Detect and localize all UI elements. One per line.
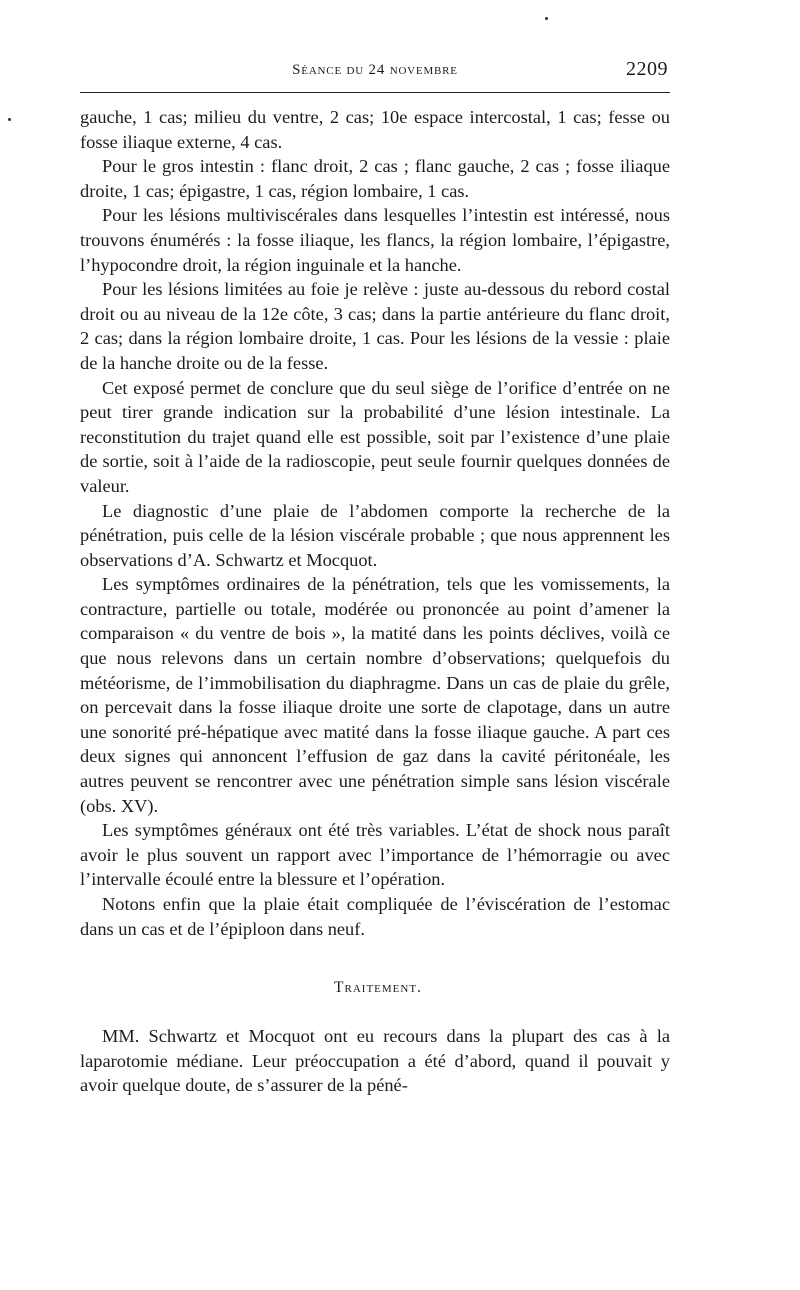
- running-title: Séance du 24 novembre: [292, 62, 458, 78]
- paragraph: Pour les lésions limitées au foie je relève : juste au-dessous du rebord costal droit ou au niveau de la 12e côte, 3 cas; dans la partie antérieure du flanc droit, 2 cas; dans la région lombaire droite, 1 cas. Pour les lésions de la vessie : plaie de la hanche droite ou de la fesse.: [80, 279, 670, 373]
- paragraph: Pour les lésions multiviscérales dans lesquelles l’intestin est intéressé, nous trouvons énumérés : la fosse iliaque, les flancs, la région lombaire, l’épigastre, l’hypocondre droit, la région inguinale et la hanche.: [80, 205, 670, 275]
- header-rule: [80, 92, 670, 93]
- running-head: [80, 56, 670, 86]
- page-number: 2209: [626, 58, 668, 80]
- book-page: [80, 56, 670, 1098]
- print-speck: [8, 118, 11, 121]
- paragraph: MM. Schwartz et Mocquot ont eu recours dans la plupart des cas à la laparotomie médiane. Leur préoccupation a été d’abord, quand il pouvait y avoir quelque doute, de s’assurer de la péné-: [80, 1026, 670, 1096]
- paragraph: Notons enfin que la plaie était compliquée de l’éviscération de l’estomac dans un cas et de l’épiploon dans neuf.: [80, 894, 670, 939]
- section-body: [80, 1024, 670, 1098]
- paragraph: Le diagnostic d’une plaie de l’abdomen comporte la recherche de la pénétration, puis celle de la lésion viscérale probable ; que nous apprennent les observations d’A. Schwartz et Mocquot.: [80, 500, 670, 570]
- paragraph: Pour le gros intestin : flanc droit, 2 cas ; flanc gauche, 2 cas ; fosse iliaque droite, 1 cas; épigastre, 1 cas, région lombaire, 1 cas.: [80, 156, 670, 201]
- paragraph: Les symptômes ordinaires de la pénétration, tels que les vomissements, la contracture, partielle ou totale, modérée ou prononcée au point d’amener la comparaison « du ventre de bois », la matité dans les points déclives, voilà ce que nous relevons dans un certain nombre d’observations; quelquefois du météorisme, de l’immobilisation du diaphragme. Dans un cas de plaie du grêle, on percevait dans la fosse iliaque droite une sorte de clapotage, dans un autre une sonorité pré-hépatique avec matité dans la fosse iliaque gauche. A part ces deux signes qui annoncent l’effusion de gaz dans la cavité péritonéale, les autres peuvent se rencontrer avec une pénétration simple sans lésion viscérale (obs. XV).: [80, 574, 670, 816]
- paragraph: Cet exposé permet de conclure que du seul siège de l’orifice d’entrée on ne peut tirer grande indication sur la probabilité d’une lésion intestinale. La reconstitution du trajet quand elle est possible, soit par l’existence d’une plaie de sortie, soit à l’aide de la radioscopie, peut seule fournir quelques données de valeur.: [80, 377, 670, 496]
- print-speck: [545, 17, 548, 20]
- body-text: [80, 105, 670, 941]
- paragraph: gauche, 1 cas; milieu du ventre, 2 cas; 10e espace intercostal, 1 cas; fesse ou fosse iliaque externe, 4 cas.: [80, 107, 670, 152]
- section-heading: Traitement.: [334, 979, 422, 997]
- paragraph: Les symptômes généraux ont été très variables. L’état de shock nous paraît avoir le plus souvent un rapport avec l’importance de l’hémorragie ou avec l’intervalle écoulé entre la blessure et l’opération.: [80, 820, 670, 890]
